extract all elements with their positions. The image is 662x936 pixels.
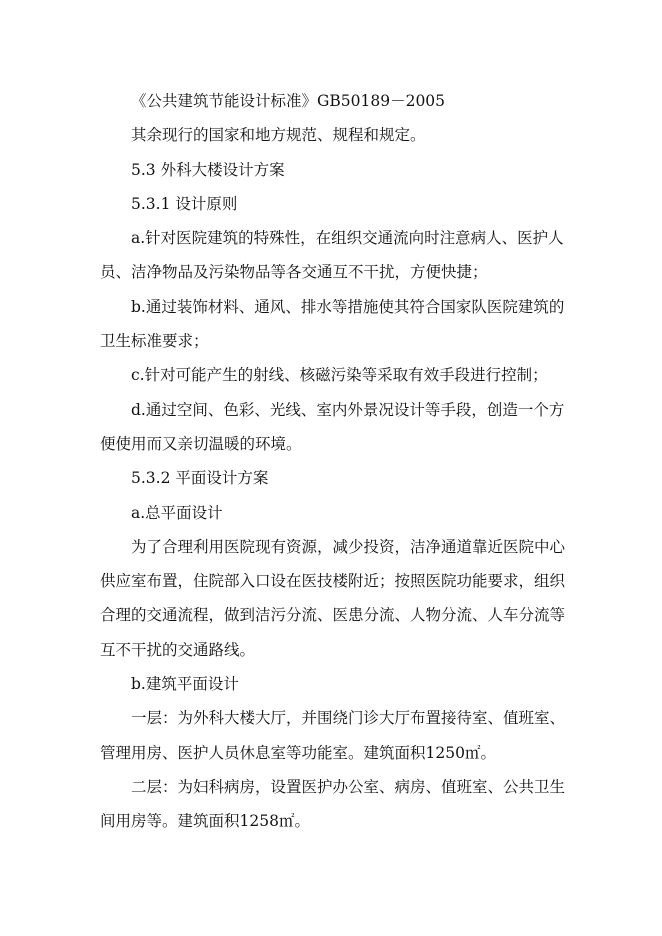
paragraph-principle-a: a.针对医院建筑的特殊性，在组织交通流向时注意病人、医护人员、洁净物品及污染物品等各交通互不干扰，方便快捷；	[100, 229, 564, 282]
paragraph-first-floor: 一层：为外科大楼大厅，并围绕门诊大厅布置接待室、值班室、管理用房、医护人员休息室等功能室。建筑面积1250㎡。	[100, 709, 566, 762]
paragraph-principle-d: d.通过空间、色彩、光线、室内外景况设计等手段，创造一个方便使用而又亲切温暖的环境。	[100, 400, 565, 453]
document-body	[100, 84, 570, 839]
paragraph-standard-reference: 《公共建筑节能设计标准》GB50189－2005	[131, 92, 446, 110]
paragraph-principle-b: b.通过装饰材料、通风、排水等措施使其符合国家队医院建筑的卫生标准要求；	[100, 297, 565, 351]
paragraph-other-codes: 其余现行的国家和地方规范、规程和规定。	[131, 126, 426, 145]
paragraph-second-floor: 二层：为妇科病房，设置医护办公室、病房、值班室、公共卫生间用房等。建筑面积1258㎡。	[100, 777, 566, 831]
section-heading-5-3-1: 5.3.1 设计原则	[131, 194, 238, 213]
subheading-building-plan: b.建筑平面设计	[131, 675, 239, 694]
section-heading-5-3: 5.3 外科大楼设计方案	[131, 160, 285, 179]
section-heading-5-3-2: 5.3.2 平面设计方案	[131, 469, 269, 488]
paragraph-principle-c: c.针对可能产生的射线、核磁污染等采取有效手段进行控制；	[131, 366, 548, 385]
subheading-site-plan: a.总平面设计	[131, 503, 223, 522]
paragraph-site-plan: 为了合理利用医院现有资源，减少投资，洁净通道靠近医院中心供应室布置，住院部入口设在医技楼附近；按照医院功能要求，组织合理的交通流程，做到洁污分流、医患分流、人物分流、人车分流等互不干扰的交通路线。	[100, 537, 566, 659]
